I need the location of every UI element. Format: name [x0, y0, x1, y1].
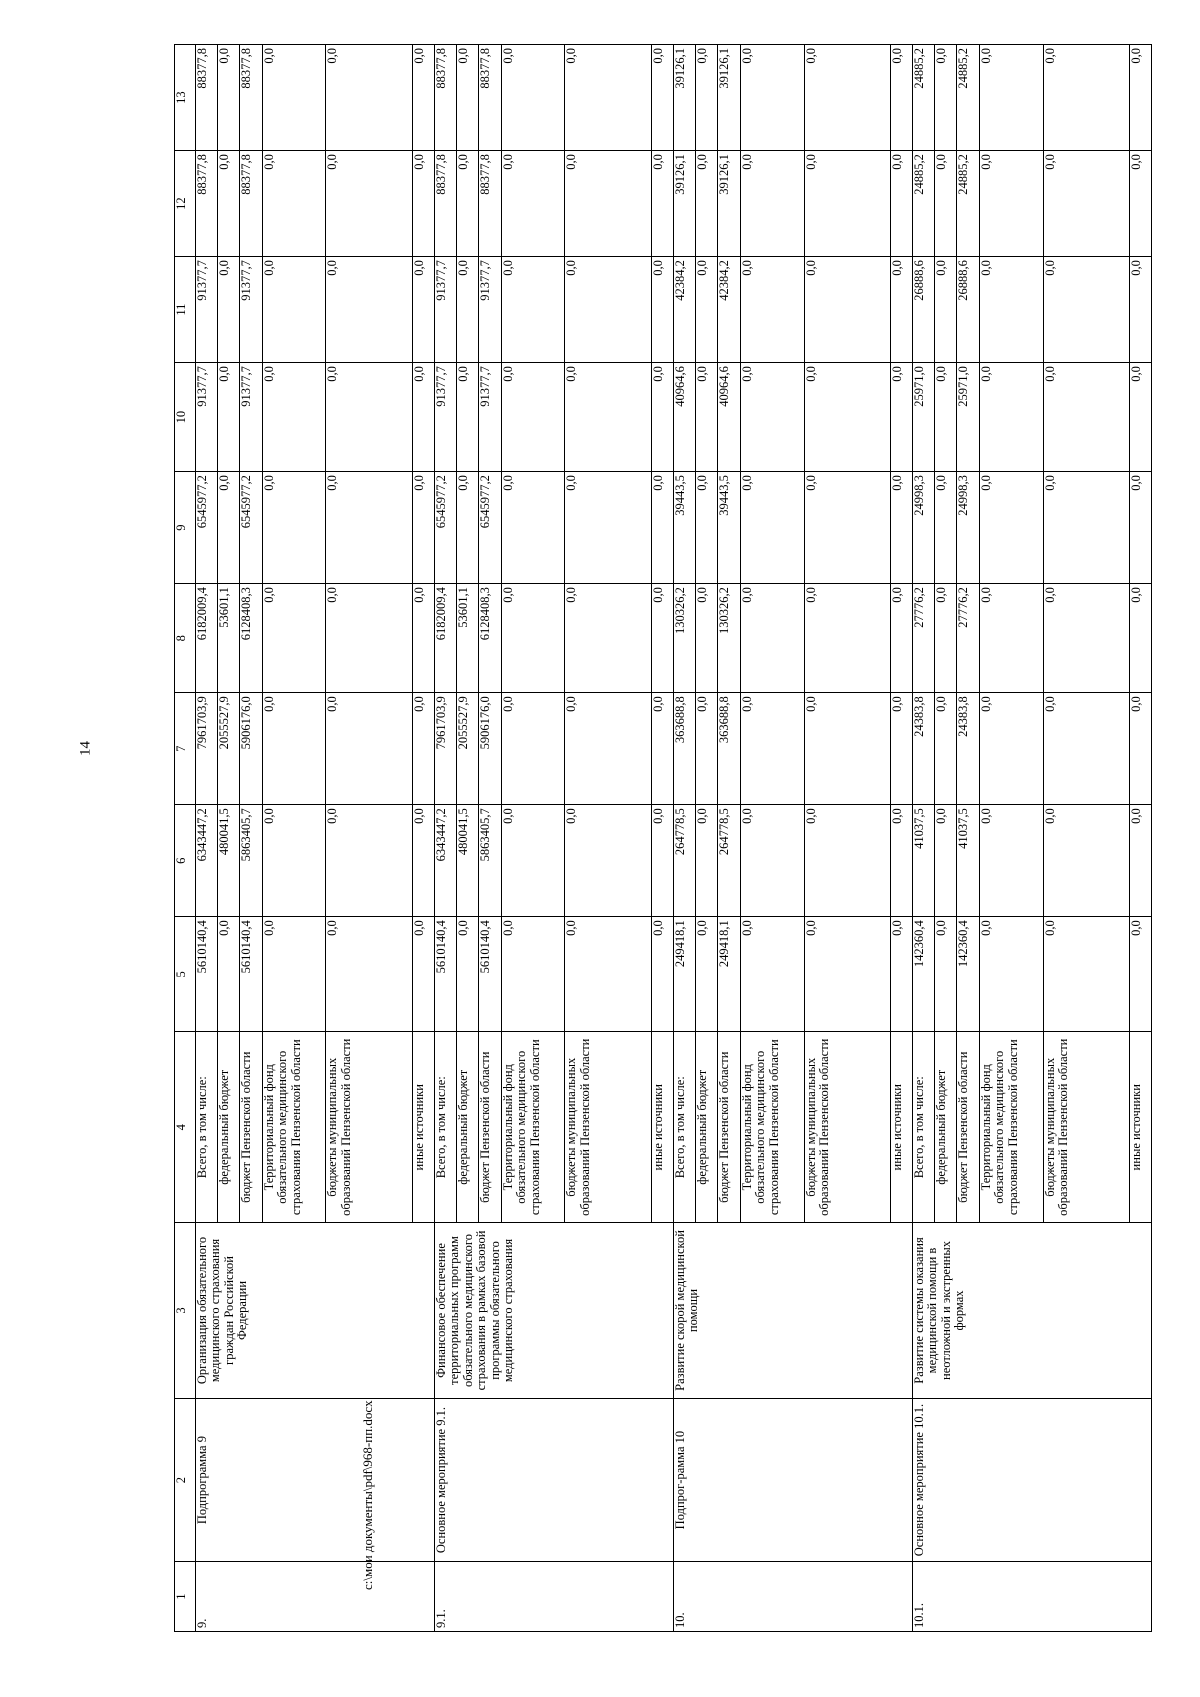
amount-cell: 0,0: [565, 693, 651, 805]
table-body: [175, 45, 1152, 1632]
amount-cell: 24998,3: [957, 472, 979, 584]
header-cell: 4: [175, 1032, 196, 1223]
amount-cell: 480041,5: [218, 805, 240, 917]
amount-cell: 0,0: [565, 584, 651, 693]
amount-cell: 25971,0: [957, 363, 979, 472]
amount-cell: 41037,5: [957, 805, 979, 917]
header-cell: 6: [175, 805, 196, 917]
amount-cell: 39126,1: [718, 45, 740, 151]
amount-cell: 142360,4: [957, 917, 979, 1032]
amount-cell: 0,0: [651, 363, 673, 472]
amount-cell: 5863405,7: [479, 805, 501, 917]
funding-source: Территориальный фонд обязательного медицинского страхования Пензенской области: [740, 1032, 804, 1223]
amount-cell: 0,0: [935, 472, 957, 584]
amount-cell: 0,0: [501, 917, 565, 1032]
program-description: Финансовое обеспечение территориальных программ обязательного медицинского страхования в рамках базовой программы обязательного медицинского страхования: [434, 1223, 673, 1399]
header-cell: 7: [175, 693, 196, 805]
amount-cell: 0,0: [651, 805, 673, 917]
amount-cell: 24383,8: [957, 693, 979, 805]
amount-cell: 0,0: [890, 257, 912, 363]
header-cell: 13: [175, 45, 196, 151]
amount-cell: 24998,3: [912, 472, 934, 584]
amount-cell: 0,0: [218, 257, 240, 363]
amount-cell: 0,0: [565, 151, 651, 257]
amount-cell: 88377,8: [479, 151, 501, 257]
amount-cell: 41037,5: [912, 805, 934, 917]
header-cell: 12: [175, 151, 196, 257]
amount-cell: 24383,8: [912, 693, 934, 805]
amount-cell: 0,0: [935, 805, 957, 917]
amount-cell: 0,0: [696, 805, 718, 917]
amount-cell: 6343447,2: [195, 805, 217, 917]
funding-source: бюджеты муниципальных образований Пензенской области: [565, 1032, 651, 1223]
budget-table: [174, 44, 1152, 1632]
amount-cell: 0,0: [412, 693, 434, 805]
amount-cell: 0,0: [412, 45, 434, 151]
amount-cell: 0,0: [565, 805, 651, 917]
funding-source: бюджеты муниципальных образований Пензенской области: [1043, 1032, 1129, 1223]
amount-cell: 53601,1: [457, 584, 479, 693]
amount-cell: 0,0: [262, 584, 326, 693]
item-number: 9.: [195, 1562, 434, 1632]
amount-cell: 39126,1: [673, 151, 695, 257]
amount-cell: 0,0: [1129, 805, 1151, 917]
amount-cell: 26888,6: [957, 257, 979, 363]
program-name: Подпрограмма 9: [195, 1398, 434, 1562]
amount-cell: 0,0: [326, 917, 412, 1032]
amount-cell: 42384,2: [673, 257, 695, 363]
amount-cell: 0,0: [935, 584, 957, 693]
amount-cell: 0,0: [1043, 363, 1129, 472]
amount-cell: 5610140,4: [479, 917, 501, 1032]
program-name: Основное мероприятие 9.1.: [434, 1398, 673, 1562]
table-row: [195, 45, 217, 1632]
amount-cell: 0,0: [262, 472, 326, 584]
funding-source: федеральный бюджет: [935, 1032, 957, 1223]
amount-cell: 6128408,3: [240, 584, 262, 693]
amount-cell: 0,0: [1129, 151, 1151, 257]
amount-cell: 142360,4: [912, 917, 934, 1032]
amount-cell: 0,0: [979, 257, 1043, 363]
amount-cell: 0,0: [651, 45, 673, 151]
amount-cell: 0,0: [501, 257, 565, 363]
funding-source: Всего, в том числе:: [673, 1032, 695, 1223]
amount-cell: 0,0: [890, 584, 912, 693]
funding-source: иные источники: [412, 1032, 434, 1223]
amount-cell: 24885,2: [912, 45, 934, 151]
header-cell: 10: [175, 363, 196, 472]
amount-cell: 0,0: [696, 472, 718, 584]
amount-cell: 0,0: [218, 917, 240, 1032]
amount-cell: 53601,1: [218, 584, 240, 693]
amount-cell: 6545977,2: [434, 472, 456, 584]
amount-cell: 5863405,7: [240, 805, 262, 917]
amount-cell: 39126,1: [673, 45, 695, 151]
amount-cell: 0,0: [651, 584, 673, 693]
amount-cell: 5906176,0: [479, 693, 501, 805]
amount-cell: 0,0: [412, 472, 434, 584]
amount-cell: 91377,7: [434, 363, 456, 472]
program-description: Развитие скорой медицинской помощи: [673, 1223, 912, 1399]
amount-cell: 264778,5: [673, 805, 695, 917]
funding-source: бюджет Пензенской области: [718, 1032, 740, 1223]
amount-cell: 0,0: [740, 257, 804, 363]
amount-cell: 0,0: [740, 45, 804, 151]
amount-cell: 0,0: [1129, 472, 1151, 584]
funding-source: Всего, в том числе:: [912, 1032, 934, 1223]
amount-cell: 0,0: [979, 472, 1043, 584]
amount-cell: 0,0: [935, 917, 957, 1032]
amount-cell: 0,0: [262, 917, 326, 1032]
amount-cell: 0,0: [696, 693, 718, 805]
amount-cell: 6182009,4: [195, 584, 217, 693]
header-cell: 3: [175, 1223, 196, 1399]
amount-cell: 264778,5: [718, 805, 740, 917]
amount-cell: 0,0: [651, 693, 673, 805]
amount-cell: 0,0: [890, 363, 912, 472]
amount-cell: 91377,7: [240, 363, 262, 472]
amount-cell: 0,0: [1129, 584, 1151, 693]
amount-cell: 0,0: [1043, 257, 1129, 363]
funding-source: Территориальный фонд обязательного медицинского страхования Пензенской области: [979, 1032, 1043, 1223]
funding-source: Территориальный фонд обязательного медицинского страхования Пензенской области: [501, 1032, 565, 1223]
amount-cell: 0,0: [1043, 151, 1129, 257]
amount-cell: 25971,0: [912, 363, 934, 472]
amount-cell: 0,0: [696, 917, 718, 1032]
amount-cell: 91377,7: [240, 257, 262, 363]
amount-cell: 0,0: [696, 45, 718, 151]
funding-source: федеральный бюджет: [696, 1032, 718, 1223]
amount-cell: 0,0: [457, 45, 479, 151]
amount-cell: 0,0: [501, 472, 565, 584]
amount-cell: 0,0: [935, 363, 957, 472]
amount-cell: 0,0: [501, 151, 565, 257]
header-cell: 11: [175, 257, 196, 363]
amount-cell: 7961703,9: [195, 693, 217, 805]
funding-source: Всего, в том числе:: [195, 1032, 217, 1223]
amount-cell: 88377,8: [195, 45, 217, 151]
amount-cell: 2055527,9: [218, 693, 240, 805]
amount-cell: 0,0: [890, 151, 912, 257]
amount-cell: 0,0: [804, 805, 890, 917]
amount-cell: 0,0: [1129, 363, 1151, 472]
table-row: [912, 45, 934, 1632]
file-path-footer: c:\мои документы\pdf\968-пп.docx: [360, 1400, 375, 1590]
amount-cell: 0,0: [326, 472, 412, 584]
amount-cell: 6545977,2: [195, 472, 217, 584]
amount-cell: 0,0: [740, 584, 804, 693]
amount-cell: 6128408,3: [479, 584, 501, 693]
amount-cell: 0,0: [565, 363, 651, 472]
amount-cell: 0,0: [501, 363, 565, 472]
amount-cell: 7961703,9: [434, 693, 456, 805]
amount-cell: 0,0: [890, 805, 912, 917]
amount-cell: 27776,2: [912, 584, 934, 693]
table-row: [434, 45, 456, 1632]
amount-cell: 24885,2: [912, 151, 934, 257]
program-description: Организация обязательного медицинского страхования граждан Российской Федерации: [195, 1223, 434, 1399]
amount-cell: 0,0: [740, 805, 804, 917]
rotated-table-container: [174, 44, 1152, 1632]
amount-cell: 2055527,9: [457, 693, 479, 805]
funding-source: бюджет Пензенской области: [479, 1032, 501, 1223]
amount-cell: 0,0: [457, 363, 479, 472]
amount-cell: 0,0: [262, 45, 326, 151]
funding-source: бюджеты муниципальных образований Пензенской области: [326, 1032, 412, 1223]
amount-cell: 0,0: [979, 693, 1043, 805]
amount-cell: 42384,2: [718, 257, 740, 363]
amount-cell: 0,0: [326, 693, 412, 805]
amount-cell: 0,0: [412, 363, 434, 472]
amount-cell: 5906176,0: [240, 693, 262, 805]
amount-cell: 88377,8: [479, 45, 501, 151]
amount-cell: 0,0: [740, 917, 804, 1032]
amount-cell: 0,0: [696, 584, 718, 693]
amount-cell: 0,0: [890, 472, 912, 584]
amount-cell: 88377,8: [434, 45, 456, 151]
funding-source: иные источники: [651, 1032, 673, 1223]
amount-cell: 0,0: [1043, 693, 1129, 805]
amount-cell: 0,0: [804, 917, 890, 1032]
header-row: [175, 45, 196, 1632]
amount-cell: 0,0: [890, 45, 912, 151]
amount-cell: 0,0: [890, 917, 912, 1032]
amount-cell: 0,0: [1043, 45, 1129, 151]
amount-cell: 0,0: [457, 257, 479, 363]
amount-cell: 91377,7: [479, 363, 501, 472]
header-cell: 2: [175, 1398, 196, 1562]
amount-cell: 0,0: [740, 693, 804, 805]
amount-cell: 0,0: [1043, 584, 1129, 693]
funding-source: Всего, в том числе:: [434, 1032, 456, 1223]
amount-cell: 0,0: [804, 257, 890, 363]
amount-cell: 39126,1: [718, 151, 740, 257]
amount-cell: 0,0: [804, 363, 890, 472]
funding-source: бюджет Пензенской области: [240, 1032, 262, 1223]
page-number: 14: [77, 741, 94, 756]
amount-cell: 0,0: [218, 363, 240, 472]
amount-cell: 0,0: [565, 472, 651, 584]
funding-source: бюджет Пензенской области: [957, 1032, 979, 1223]
item-number: 9.1.: [434, 1562, 673, 1632]
program-name: Подпрог-рамма 10: [673, 1398, 912, 1562]
header-cell: 9: [175, 472, 196, 584]
amount-cell: 0,0: [696, 257, 718, 363]
amount-cell: 0,0: [979, 917, 1043, 1032]
amount-cell: 0,0: [696, 363, 718, 472]
amount-cell: 6545977,2: [479, 472, 501, 584]
amount-cell: 0,0: [326, 257, 412, 363]
funding-source: федеральный бюджет: [218, 1032, 240, 1223]
amount-cell: 0,0: [412, 584, 434, 693]
header-cell: 8: [175, 584, 196, 693]
amount-cell: 91377,7: [195, 257, 217, 363]
amount-cell: 0,0: [412, 805, 434, 917]
program-description: Развитие системы оказания медицинской помощи в неотложной и экстренных формах: [912, 1223, 1151, 1399]
amount-cell: 0,0: [740, 363, 804, 472]
amount-cell: 0,0: [218, 472, 240, 584]
amount-cell: 0,0: [979, 151, 1043, 257]
amount-cell: 0,0: [501, 45, 565, 151]
item-number: 10.1.: [912, 1562, 1151, 1632]
amount-cell: 0,0: [1043, 917, 1129, 1032]
amount-cell: 0,0: [1043, 805, 1129, 917]
amount-cell: 0,0: [412, 917, 434, 1032]
amount-cell: 0,0: [326, 805, 412, 917]
amount-cell: 0,0: [804, 151, 890, 257]
amount-cell: 363688,8: [718, 693, 740, 805]
program-name: Основное мероприятие 10.1.: [912, 1398, 1151, 1562]
amount-cell: 0,0: [326, 45, 412, 151]
amount-cell: 130326,2: [673, 584, 695, 693]
amount-cell: 0,0: [1129, 257, 1151, 363]
amount-cell: 0,0: [262, 257, 326, 363]
header-cell: 1: [175, 1562, 196, 1632]
amount-cell: 0,0: [412, 151, 434, 257]
amount-cell: 39443,5: [718, 472, 740, 584]
amount-cell: 0,0: [935, 151, 957, 257]
funding-source: федеральный бюджет: [457, 1032, 479, 1223]
amount-cell: 0,0: [804, 693, 890, 805]
amount-cell: 0,0: [935, 45, 957, 151]
amount-cell: 0,0: [218, 151, 240, 257]
amount-cell: 0,0: [696, 151, 718, 257]
amount-cell: 40964,6: [673, 363, 695, 472]
funding-source: бюджеты муниципальных образований Пензенской области: [804, 1032, 890, 1223]
amount-cell: 0,0: [412, 257, 434, 363]
amount-cell: 0,0: [979, 45, 1043, 151]
amount-cell: 5610140,4: [240, 917, 262, 1032]
amount-cell: 6182009,4: [434, 584, 456, 693]
amount-cell: 0,0: [262, 805, 326, 917]
amount-cell: 0,0: [935, 693, 957, 805]
amount-cell: 91377,7: [479, 257, 501, 363]
item-number: 10.: [673, 1562, 912, 1632]
amount-cell: 480041,5: [457, 805, 479, 917]
amount-cell: 5610140,4: [195, 917, 217, 1032]
amount-cell: 91377,7: [195, 363, 217, 472]
amount-cell: 249418,1: [718, 917, 740, 1032]
amount-cell: 6545977,2: [240, 472, 262, 584]
amount-cell: 40964,6: [718, 363, 740, 472]
amount-cell: 0,0: [457, 917, 479, 1032]
amount-cell: 0,0: [740, 151, 804, 257]
amount-cell: 0,0: [262, 693, 326, 805]
amount-cell: 24885,2: [957, 45, 979, 151]
amount-cell: 26888,6: [912, 257, 934, 363]
amount-cell: 88377,8: [240, 45, 262, 151]
amount-cell: 0,0: [804, 472, 890, 584]
amount-cell: 0,0: [501, 693, 565, 805]
amount-cell: 0,0: [651, 257, 673, 363]
amount-cell: 0,0: [218, 45, 240, 151]
amount-cell: 91377,7: [434, 257, 456, 363]
amount-cell: 0,0: [565, 917, 651, 1032]
amount-cell: 0,0: [326, 363, 412, 472]
amount-cell: 24885,2: [957, 151, 979, 257]
amount-cell: 0,0: [651, 472, 673, 584]
amount-cell: 0,0: [457, 472, 479, 584]
funding-source: иные источники: [1129, 1032, 1151, 1223]
amount-cell: 27776,2: [957, 584, 979, 693]
amount-cell: 0,0: [979, 363, 1043, 472]
amount-cell: 130326,2: [718, 584, 740, 693]
amount-cell: 0,0: [501, 805, 565, 917]
amount-cell: 0,0: [935, 257, 957, 363]
amount-cell: 0,0: [501, 584, 565, 693]
amount-cell: 0,0: [1129, 693, 1151, 805]
amount-cell: 0,0: [326, 584, 412, 693]
amount-cell: 6343447,2: [434, 805, 456, 917]
amount-cell: 5610140,4: [434, 917, 456, 1032]
amount-cell: 0,0: [804, 45, 890, 151]
funding-source: Территориальный фонд обязательного медицинского страхования Пензенской области: [262, 1032, 326, 1223]
amount-cell: 0,0: [979, 584, 1043, 693]
amount-cell: 0,0: [740, 472, 804, 584]
amount-cell: 88377,8: [434, 151, 456, 257]
amount-cell: 0,0: [565, 45, 651, 151]
amount-cell: 0,0: [651, 151, 673, 257]
amount-cell: 39443,5: [673, 472, 695, 584]
amount-cell: 88377,8: [195, 151, 217, 257]
amount-cell: 0,0: [262, 363, 326, 472]
amount-cell: 0,0: [262, 151, 326, 257]
table-row: [673, 45, 695, 1632]
header-cell: 5: [175, 917, 196, 1032]
amount-cell: 0,0: [457, 151, 479, 257]
amount-cell: 0,0: [1043, 472, 1129, 584]
amount-cell: 0,0: [1129, 45, 1151, 151]
amount-cell: 0,0: [890, 693, 912, 805]
amount-cell: 88377,8: [240, 151, 262, 257]
funding-source: иные источники: [890, 1032, 912, 1223]
amount-cell: 0,0: [565, 257, 651, 363]
amount-cell: 249418,1: [673, 917, 695, 1032]
amount-cell: 0,0: [804, 584, 890, 693]
amount-cell: 0,0: [651, 917, 673, 1032]
amount-cell: 363688,8: [673, 693, 695, 805]
amount-cell: 0,0: [326, 151, 412, 257]
amount-cell: 0,0: [979, 805, 1043, 917]
amount-cell: 0,0: [1129, 917, 1151, 1032]
